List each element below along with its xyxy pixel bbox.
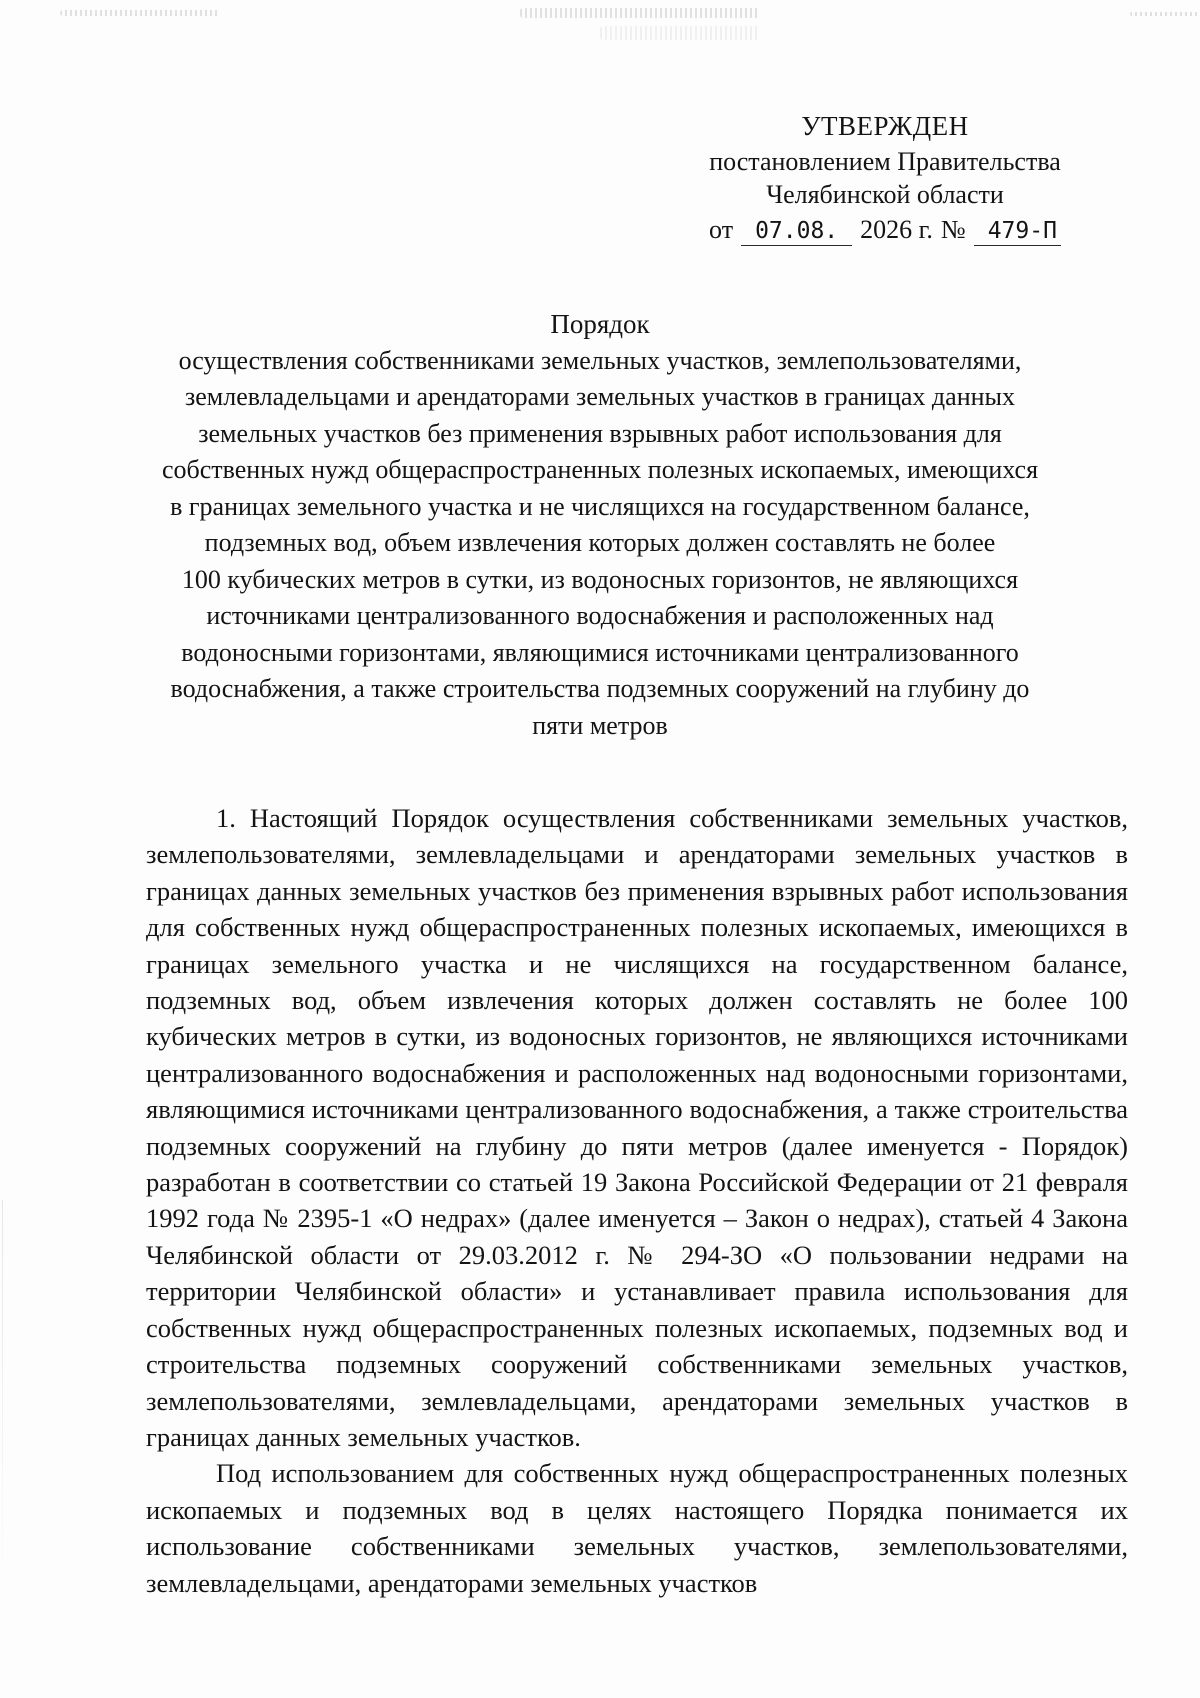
approval-line-1: постановлением Правительства <box>709 147 1061 176</box>
number-sign: № <box>940 215 966 244</box>
year-label: 2026 г. <box>860 215 933 244</box>
scan-artifact <box>600 26 760 40</box>
scan-artifact <box>520 8 760 18</box>
title-line: источниками централизованного водоснабжения и расположенных над <box>206 601 994 630</box>
scan-edge <box>2 1200 3 1600</box>
title-line: подземных вод, объем извлечения которых должен составлять не более <box>204 528 996 557</box>
handwritten-number: 479-П <box>974 218 1061 246</box>
scan-artifact <box>1130 12 1200 16</box>
title-line: в границах земельного участка и не числящихся на государственном балансе, <box>170 491 1030 521</box>
scan-artifact <box>60 10 220 16</box>
title-line: собственных нужд общераспространенных полезных ископаемых, имеющихся <box>161 455 1039 484</box>
document-title <box>140 306 1060 744</box>
document-body <box>146 800 1128 1601</box>
body-paragraph: Под использованием для собственных нужд общераспространенных полезных ископаемых и подземных вод в целях настоящего Порядка понимается их использование собственниками земельных участков, землепользователями, землевладельцами, арендаторами земельных участков <box>146 1458 1128 1598</box>
title-line: водоносными горизонтами, являющимися источниками централизованного <box>181 637 1019 667</box>
date-prefix: от <box>709 215 734 244</box>
approval-stamp: УТВЕРЖДЕН <box>801 111 969 141</box>
approval-line-2: Челябинской области <box>766 180 1004 209</box>
approval-date-line <box>680 213 1090 246</box>
title-word: Порядок <box>550 309 650 339</box>
handwritten-date: 07.08. <box>741 218 852 246</box>
title-line: 100 кубических метров в сутки, из водоносных горизонтов, не являющихся <box>181 564 1019 594</box>
title-line: осуществления собственниками земельных участков, землепользователями, <box>178 345 1022 375</box>
title-line: водоснабжения, а также строительства подземных сооружений на глубину до <box>170 674 1030 703</box>
title-line: землевладельцами и арендаторами земельных участков в границах данных <box>184 382 1016 411</box>
body-paragraph: 1. Настоящий Порядок осуществления собственниками земельных участков, землепользователями, землевладельцами и арендаторами земельных участков в границах данных земельных участков без применения взрывных работ использования для собственных нужд общераспространенных полезных ископаемых, имеющихся в границах земельного участка и не числящихся на государственном балансе, подземных вод, объем извлечения которых должен составлять не более 100 кубических метров в сутки, из водоносных горизонтов, не являющихся источниками централизованного водоснабжения и расположенных над водоносными горизонтами, являющимися источниками централизованного водоснабжения, а также строительства подземных сооружений на глубину до пяти метров (далее именуется - Порядок) разработан в соответствии со статьей 19 Закона Российской Федерации от 21 февраля 1992 года № 2395-1 «О недрах» (далее именуется – Закон о недрах), статьей 4 Закона Челябинской области от 29.03.2012 г. № 294-ЗО «О пользовании недрами на территории Челябинской области» и устанавливает правила использования для собственных нужд общераспространенных полезных ископаемых, подземных вод и строительства подземных сооружений собственниками земельных участков, землепользователями, землевладельцами, арендаторами земельных участков в границах данных земельных участков. <box>146 803 1128 1452</box>
title-line: пяти метров <box>532 710 668 740</box>
title-line: земельных участков без применения взрывных работ использования для <box>198 418 1002 448</box>
approval-block <box>680 110 1090 246</box>
